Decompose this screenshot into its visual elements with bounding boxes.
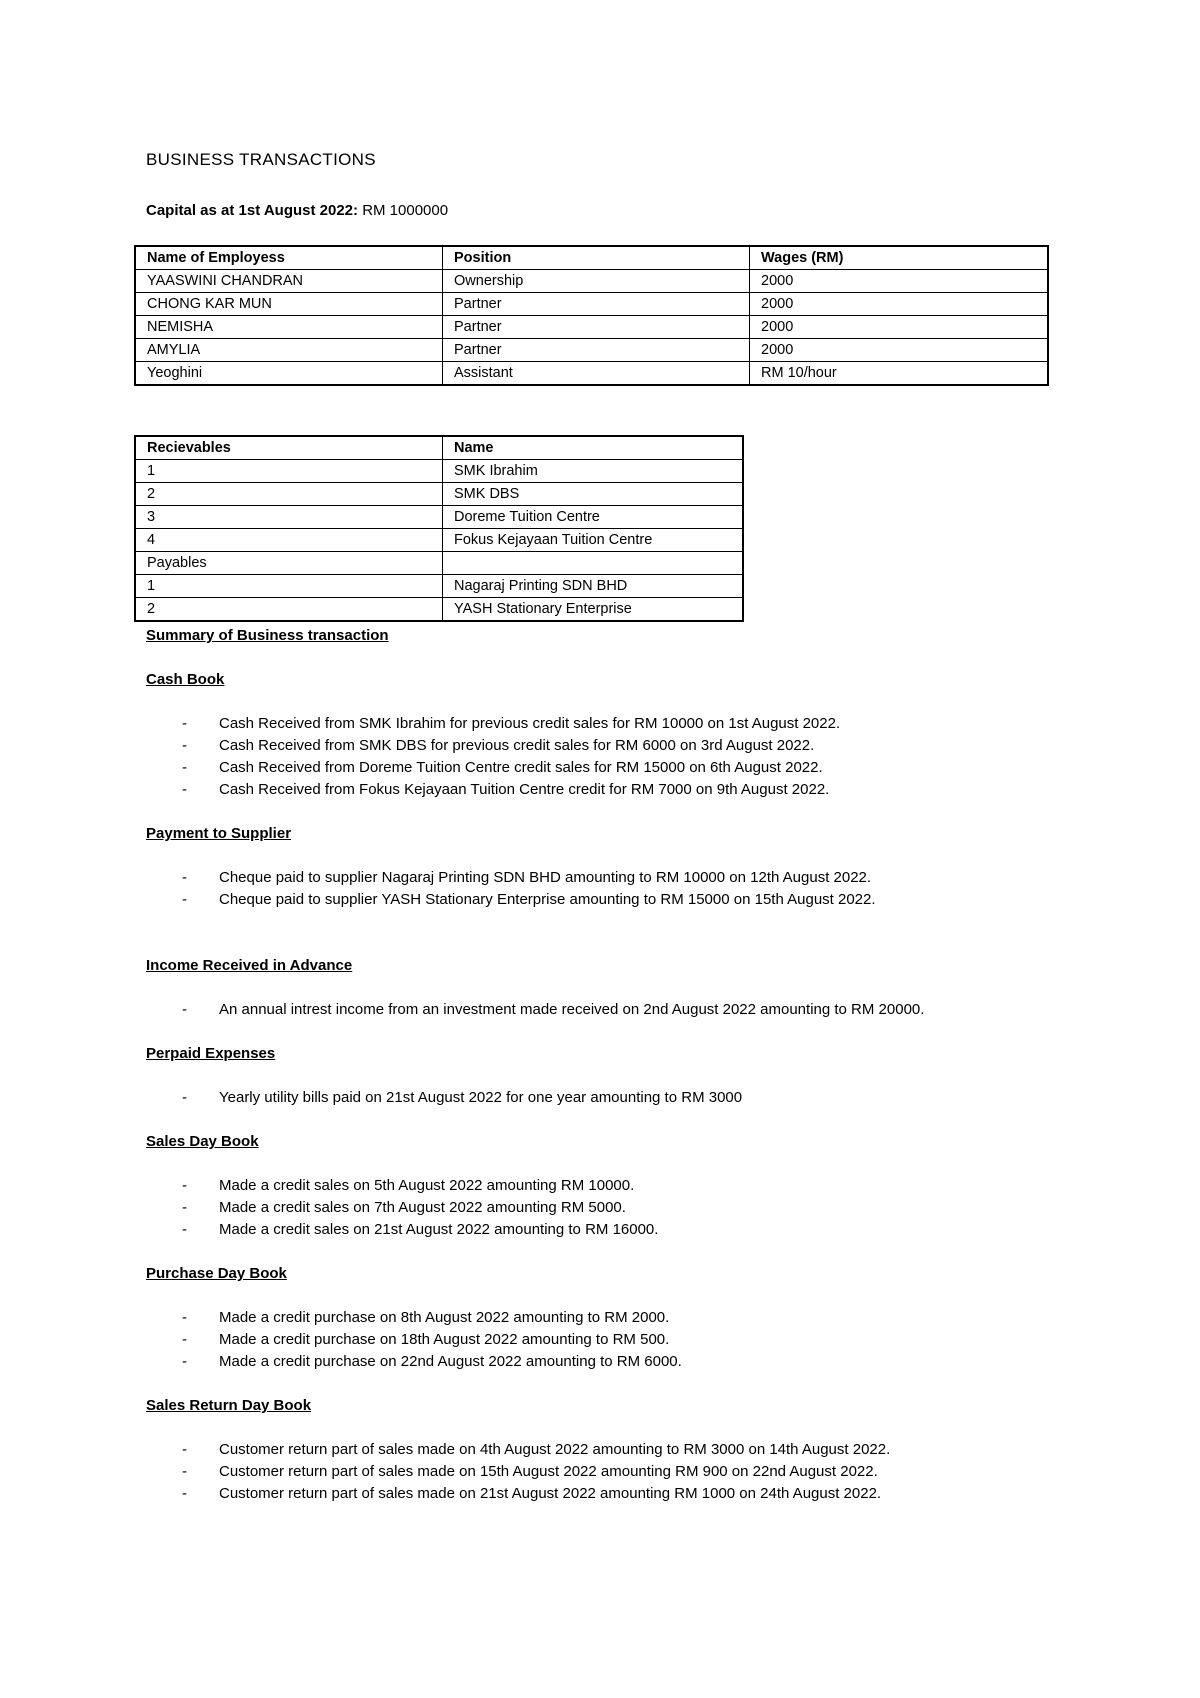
section-heading: Income Received in Advance bbox=[146, 957, 353, 974]
document-title: BUSINESS TRANSACTIONS bbox=[146, 150, 376, 169]
table-cell: Assistant bbox=[443, 362, 750, 386]
section-heading: Perpaid Expenses bbox=[146, 1045, 276, 1062]
table-cell: 3 bbox=[135, 506, 443, 529]
table-cell: Partner bbox=[443, 316, 750, 339]
table-cell: RM 10/hour bbox=[750, 362, 1049, 386]
list-item bbox=[146, 1175, 1146, 1197]
dash-bullet: - bbox=[182, 781, 187, 798]
table-row bbox=[135, 270, 1048, 293]
list-item-text: Yearly utility bills paid on 21st August 2022 for one year amounting to RM 3000 bbox=[219, 1089, 743, 1106]
list-item bbox=[146, 735, 1146, 757]
dash-bullet: - bbox=[182, 1309, 187, 1326]
table-cell: YASH Stationary Enterprise bbox=[443, 598, 744, 622]
list-item-text: Cheque paid to supplier YASH Stationary Enterprise amounting to RM 15000 on 15th August 2022. bbox=[219, 891, 876, 908]
list-item bbox=[146, 1439, 1146, 1461]
table-cell: Fokus Kejayaan Tuition Centre bbox=[443, 529, 744, 552]
list-item-text: Cash Received from SMK DBS for previous credit sales for RM 6000 on 3rd August 2022. bbox=[219, 737, 815, 754]
section-item-list bbox=[146, 999, 1146, 1021]
section-item-list bbox=[146, 867, 1146, 911]
table-row bbox=[135, 293, 1048, 316]
section-item-list bbox=[146, 1439, 1146, 1505]
list-item bbox=[146, 713, 1146, 735]
dash-bullet: - bbox=[182, 1001, 187, 1018]
table-cell: 2 bbox=[135, 483, 443, 506]
header-cell: Wages (RM) bbox=[750, 246, 1049, 270]
section-heading: Sales Day Book bbox=[146, 1133, 259, 1150]
list-item bbox=[146, 889, 1146, 911]
table-cell: 2 bbox=[135, 598, 443, 622]
dash-bullet: - bbox=[182, 1199, 187, 1216]
list-item-text: Cash Received from Doreme Tuition Centre credit sales for RM 15000 on 6th August 2022. bbox=[219, 759, 823, 776]
table-row bbox=[135, 552, 743, 575]
list-item bbox=[146, 1219, 1146, 1241]
dash-bullet: - bbox=[182, 1089, 187, 1106]
dash-bullet: - bbox=[182, 715, 187, 732]
table-row bbox=[135, 316, 1048, 339]
header-cell: Position bbox=[443, 246, 750, 270]
section-item-list bbox=[146, 713, 1146, 801]
list-item-text: Made a credit purchase on 22nd August 2022 amounting to RM 6000. bbox=[219, 1353, 682, 1370]
capital-line bbox=[146, 202, 448, 219]
list-item-text: Cash Received from SMK Ibrahim for previous credit sales for RM 10000 on 1st August 2022. bbox=[219, 715, 841, 732]
list-item bbox=[146, 999, 1146, 1021]
list-item-text: Customer return part of sales made on 21st August 2022 amounting RM 1000 on 24th August 2022. bbox=[219, 1485, 882, 1502]
list-item-text: Cash Received from Fokus Kejayaan Tuition Centre credit for RM 7000 on 9th August 2022. bbox=[219, 781, 830, 798]
table-row bbox=[135, 460, 743, 483]
header-cell: Name bbox=[443, 436, 744, 460]
list-item bbox=[146, 867, 1146, 889]
capital-label: Capital as at 1st August 2022: bbox=[146, 202, 359, 219]
receivables-payables-table bbox=[134, 435, 744, 622]
table-cell: 4 bbox=[135, 529, 443, 552]
dash-bullet: - bbox=[182, 1441, 187, 1458]
list-item bbox=[146, 779, 1146, 801]
table-row bbox=[135, 575, 743, 598]
section-item-list bbox=[146, 1087, 1146, 1109]
table-row bbox=[135, 483, 743, 506]
table-header-row bbox=[135, 436, 743, 460]
payables-label-cell: Payables bbox=[135, 552, 443, 575]
table-row bbox=[135, 339, 1048, 362]
table-cell: YAASWINI CHANDRAN bbox=[135, 270, 443, 293]
list-item bbox=[146, 757, 1146, 779]
section-item-list bbox=[146, 1175, 1146, 1241]
table-cell: 2000 bbox=[750, 316, 1049, 339]
dash-bullet: - bbox=[182, 737, 187, 754]
list-item bbox=[146, 1351, 1146, 1373]
list-item-text: Made a credit sales on 5th August 2022 amounting RM 10000. bbox=[219, 1177, 635, 1194]
table-row bbox=[135, 506, 743, 529]
table-cell: NEMISHA bbox=[135, 316, 443, 339]
table-cell: 2000 bbox=[750, 293, 1049, 316]
dash-bullet: - bbox=[182, 1485, 187, 1502]
dash-bullet: - bbox=[182, 1463, 187, 1480]
table-row bbox=[135, 598, 743, 622]
transaction-summary bbox=[146, 625, 1146, 1527]
list-item bbox=[146, 1307, 1146, 1329]
dash-bullet: - bbox=[182, 1221, 187, 1238]
table-cell: 2000 bbox=[750, 270, 1049, 293]
list-item bbox=[146, 1461, 1146, 1483]
dash-bullet: - bbox=[182, 1331, 187, 1348]
list-item-text: Customer return part of sales made on 4th August 2022 amounting to RM 3000 on 14th August 2022. bbox=[219, 1441, 891, 1458]
dash-bullet: - bbox=[182, 891, 187, 908]
dash-bullet: - bbox=[182, 759, 187, 776]
dash-bullet: - bbox=[182, 1177, 187, 1194]
table-cell: SMK Ibrahim bbox=[443, 460, 744, 483]
list-item bbox=[146, 1329, 1146, 1351]
header-cell: Recievables bbox=[135, 436, 443, 460]
employees-table bbox=[134, 245, 1049, 386]
list-item-text: An annual intrest income from an investment made received on 2nd August 2022 amounting to RM 20000. bbox=[219, 1001, 925, 1018]
table-cell: Yeoghini bbox=[135, 362, 443, 386]
list-item-text: Made a credit sales on 7th August 2022 amounting RM 5000. bbox=[219, 1199, 626, 1216]
list-item-text: Made a credit purchase on 8th August 2022 amounting to RM 2000. bbox=[219, 1309, 670, 1326]
section-heading: Sales Return Day Book bbox=[146, 1397, 312, 1414]
table-cell: AMYLIA bbox=[135, 339, 443, 362]
table-cell bbox=[443, 552, 744, 575]
table-cell: CHONG KAR MUN bbox=[135, 293, 443, 316]
capital-value: RM 1000000 bbox=[362, 202, 449, 219]
list-item bbox=[146, 1197, 1146, 1219]
section-item-list bbox=[146, 1307, 1146, 1373]
list-item bbox=[146, 1087, 1146, 1109]
dash-bullet: - bbox=[182, 869, 187, 886]
section-heading: Payment to Supplier bbox=[146, 825, 292, 842]
section-heading: Purchase Day Book bbox=[146, 1265, 287, 1282]
table-cell: 1 bbox=[135, 460, 443, 483]
list-item-text: Customer return part of sales made on 15th August 2022 amounting RM 900 on 22nd August 2022. bbox=[219, 1463, 878, 1480]
list-item-text: Made a credit purchase on 18th August 2022 amounting to RM 500. bbox=[219, 1331, 670, 1348]
list-item bbox=[146, 1483, 1146, 1505]
table-row bbox=[135, 529, 743, 552]
dash-bullet: - bbox=[182, 1353, 187, 1370]
table-header-row bbox=[135, 246, 1048, 270]
table-cell: Partner bbox=[443, 293, 750, 316]
section-heading: Cash Book bbox=[146, 671, 225, 688]
header-cell: Name of Employess bbox=[135, 246, 443, 270]
table-cell: 1 bbox=[135, 575, 443, 598]
table-cell: Doreme Tuition Centre bbox=[443, 506, 744, 529]
list-item-text: Made a credit sales on 21st August 2022 amounting to RM 16000. bbox=[219, 1221, 659, 1238]
table-cell: Partner bbox=[443, 339, 750, 362]
table-cell: Nagaraj Printing SDN BHD bbox=[443, 575, 744, 598]
table-cell: SMK DBS bbox=[443, 483, 744, 506]
list-item-text: Cheque paid to supplier Nagaraj Printing SDN BHD amounting to RM 10000 on 12th August 2022. bbox=[219, 869, 872, 886]
summary-title: Summary of Business transaction bbox=[146, 627, 389, 644]
table-cell: 2000 bbox=[750, 339, 1049, 362]
table-cell: Ownership bbox=[443, 270, 750, 293]
table-row bbox=[135, 362, 1048, 386]
